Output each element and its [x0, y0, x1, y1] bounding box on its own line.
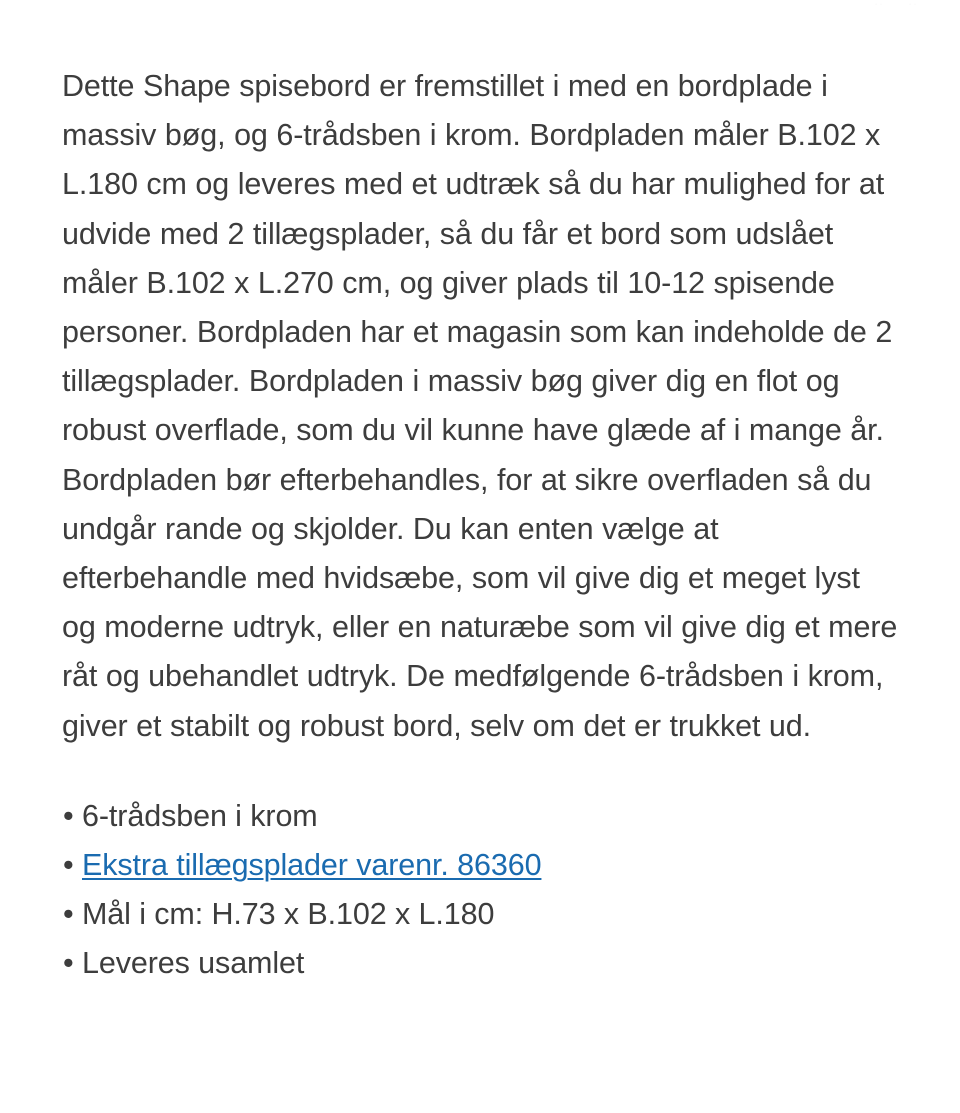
extra-leaves-link[interactable]: Ekstra tillægsplader varenr. 86360	[82, 848, 542, 883]
bullet-icon: •	[63, 897, 74, 932]
list-item	[62, 792, 902, 841]
spec-label: Leveres usamlet	[82, 946, 305, 981]
product-spec-list	[62, 792, 902, 989]
bullet-icon: •	[63, 848, 74, 883]
list-item	[62, 890, 902, 939]
list-item	[62, 939, 902, 988]
clipped-glyph-left: ··	[874, 0, 884, 10]
bullet-icon: •	[63, 946, 74, 981]
list-item	[62, 841, 902, 890]
spec-label: Mål i cm: H.73 x B.102 x L.180	[82, 897, 495, 932]
spec-label: 6-trådsben i krom	[82, 798, 318, 833]
clipped-glyph-right: ··	[908, 0, 918, 10]
description-content	[62, 62, 902, 989]
clipped-top-remnant	[0, 0, 960, 10]
bullet-icon: •	[63, 798, 74, 833]
product-description-paragraph: Dette Shape spisebord er fremstillet i med en bordplade i massiv bøg, og 6-trådsben i krom. Bordpladen måler B.102 x L.180 cm og leveres med et udtræk så du har mulighed for at udvide med 2 tillægsplader, så du får et bord som udslået måler B.102 x L.270 cm, og giver plads til 10-12 spisende personer. Bordpladen har et magasin som kan indeholde de 2 tillægsplader. Bordpladen i massiv bøg giver dig en flot og robust overflade, som du vil kunne have glæde af i mange år. Bordpladen bør efterbehandles, for at sikre overfladen så du undgår rande og skjolder. Du kan enten vælge at efterbehandle med hvidsæbe, som vil give dig et meget lyst og moderne udtryk, eller en naturæbe som vil give dig et mere råt og ubehandlet udtryk. De medfølgende 6-trådsben i krom, giver et stabilt og robust bord, selv om det er trukket ud.	[62, 69, 898, 743]
